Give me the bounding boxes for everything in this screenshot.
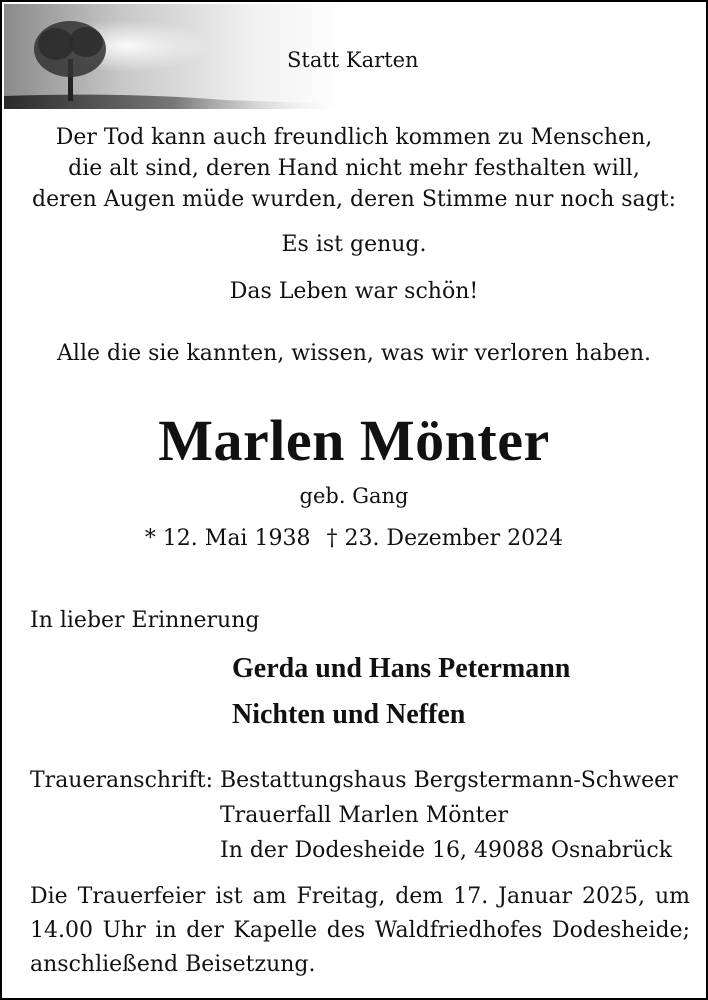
mourner-line: Nichten und Neffen	[232, 699, 466, 730]
poem-line: deren Augen müde wurden, deren Stimme nur noch sagt:	[32, 187, 676, 212]
poem-line-genug: Es ist genug.	[281, 232, 427, 257]
deceased-name: Marlen Mönter	[158, 408, 550, 473]
mourner-line: Gerda und Hans Petermann	[232, 653, 571, 684]
poem-line: Der Tod kann auch freundlich kommen zu Menschen,	[55, 125, 653, 150]
statt-karten-label: Statt Karten	[287, 48, 419, 72]
address-line: In der Dodesheide 16, 49088 Osnabrück	[220, 838, 673, 863]
maiden-name: geb. Gang	[299, 484, 409, 508]
poem-line: die alt sind, deren Hand nicht mehr festhalten will,	[68, 156, 640, 181]
life-dates	[2, 526, 706, 551]
poem-line-schoen: Das Leben war schön!	[229, 279, 479, 304]
address-line: Bestattungshaus Bergstermann-Schweer	[220, 768, 678, 793]
memory-intro: In lieber Erinnerung	[30, 608, 260, 633]
poem-verse	[2, 122, 706, 215]
funeral-info: Die Trauerfeier ist am Freitag, dem 17. Januar 2025, um 14.00 Uhr in der Kapelle des Waldfriedhofes Dodesheide; anschließend Beisetzung.	[30, 884, 690, 977]
birth-date: * 12. Mai 1938	[144, 526, 311, 551]
death-date: † 23. Dezember 2024	[326, 526, 564, 551]
tribute-line: Alle die sie kannten, wissen, was wir verloren haben.	[57, 341, 651, 366]
address-line: Trauerfall Marlen Mönter	[220, 803, 509, 828]
address-label: Traueranschrift:	[30, 768, 214, 793]
